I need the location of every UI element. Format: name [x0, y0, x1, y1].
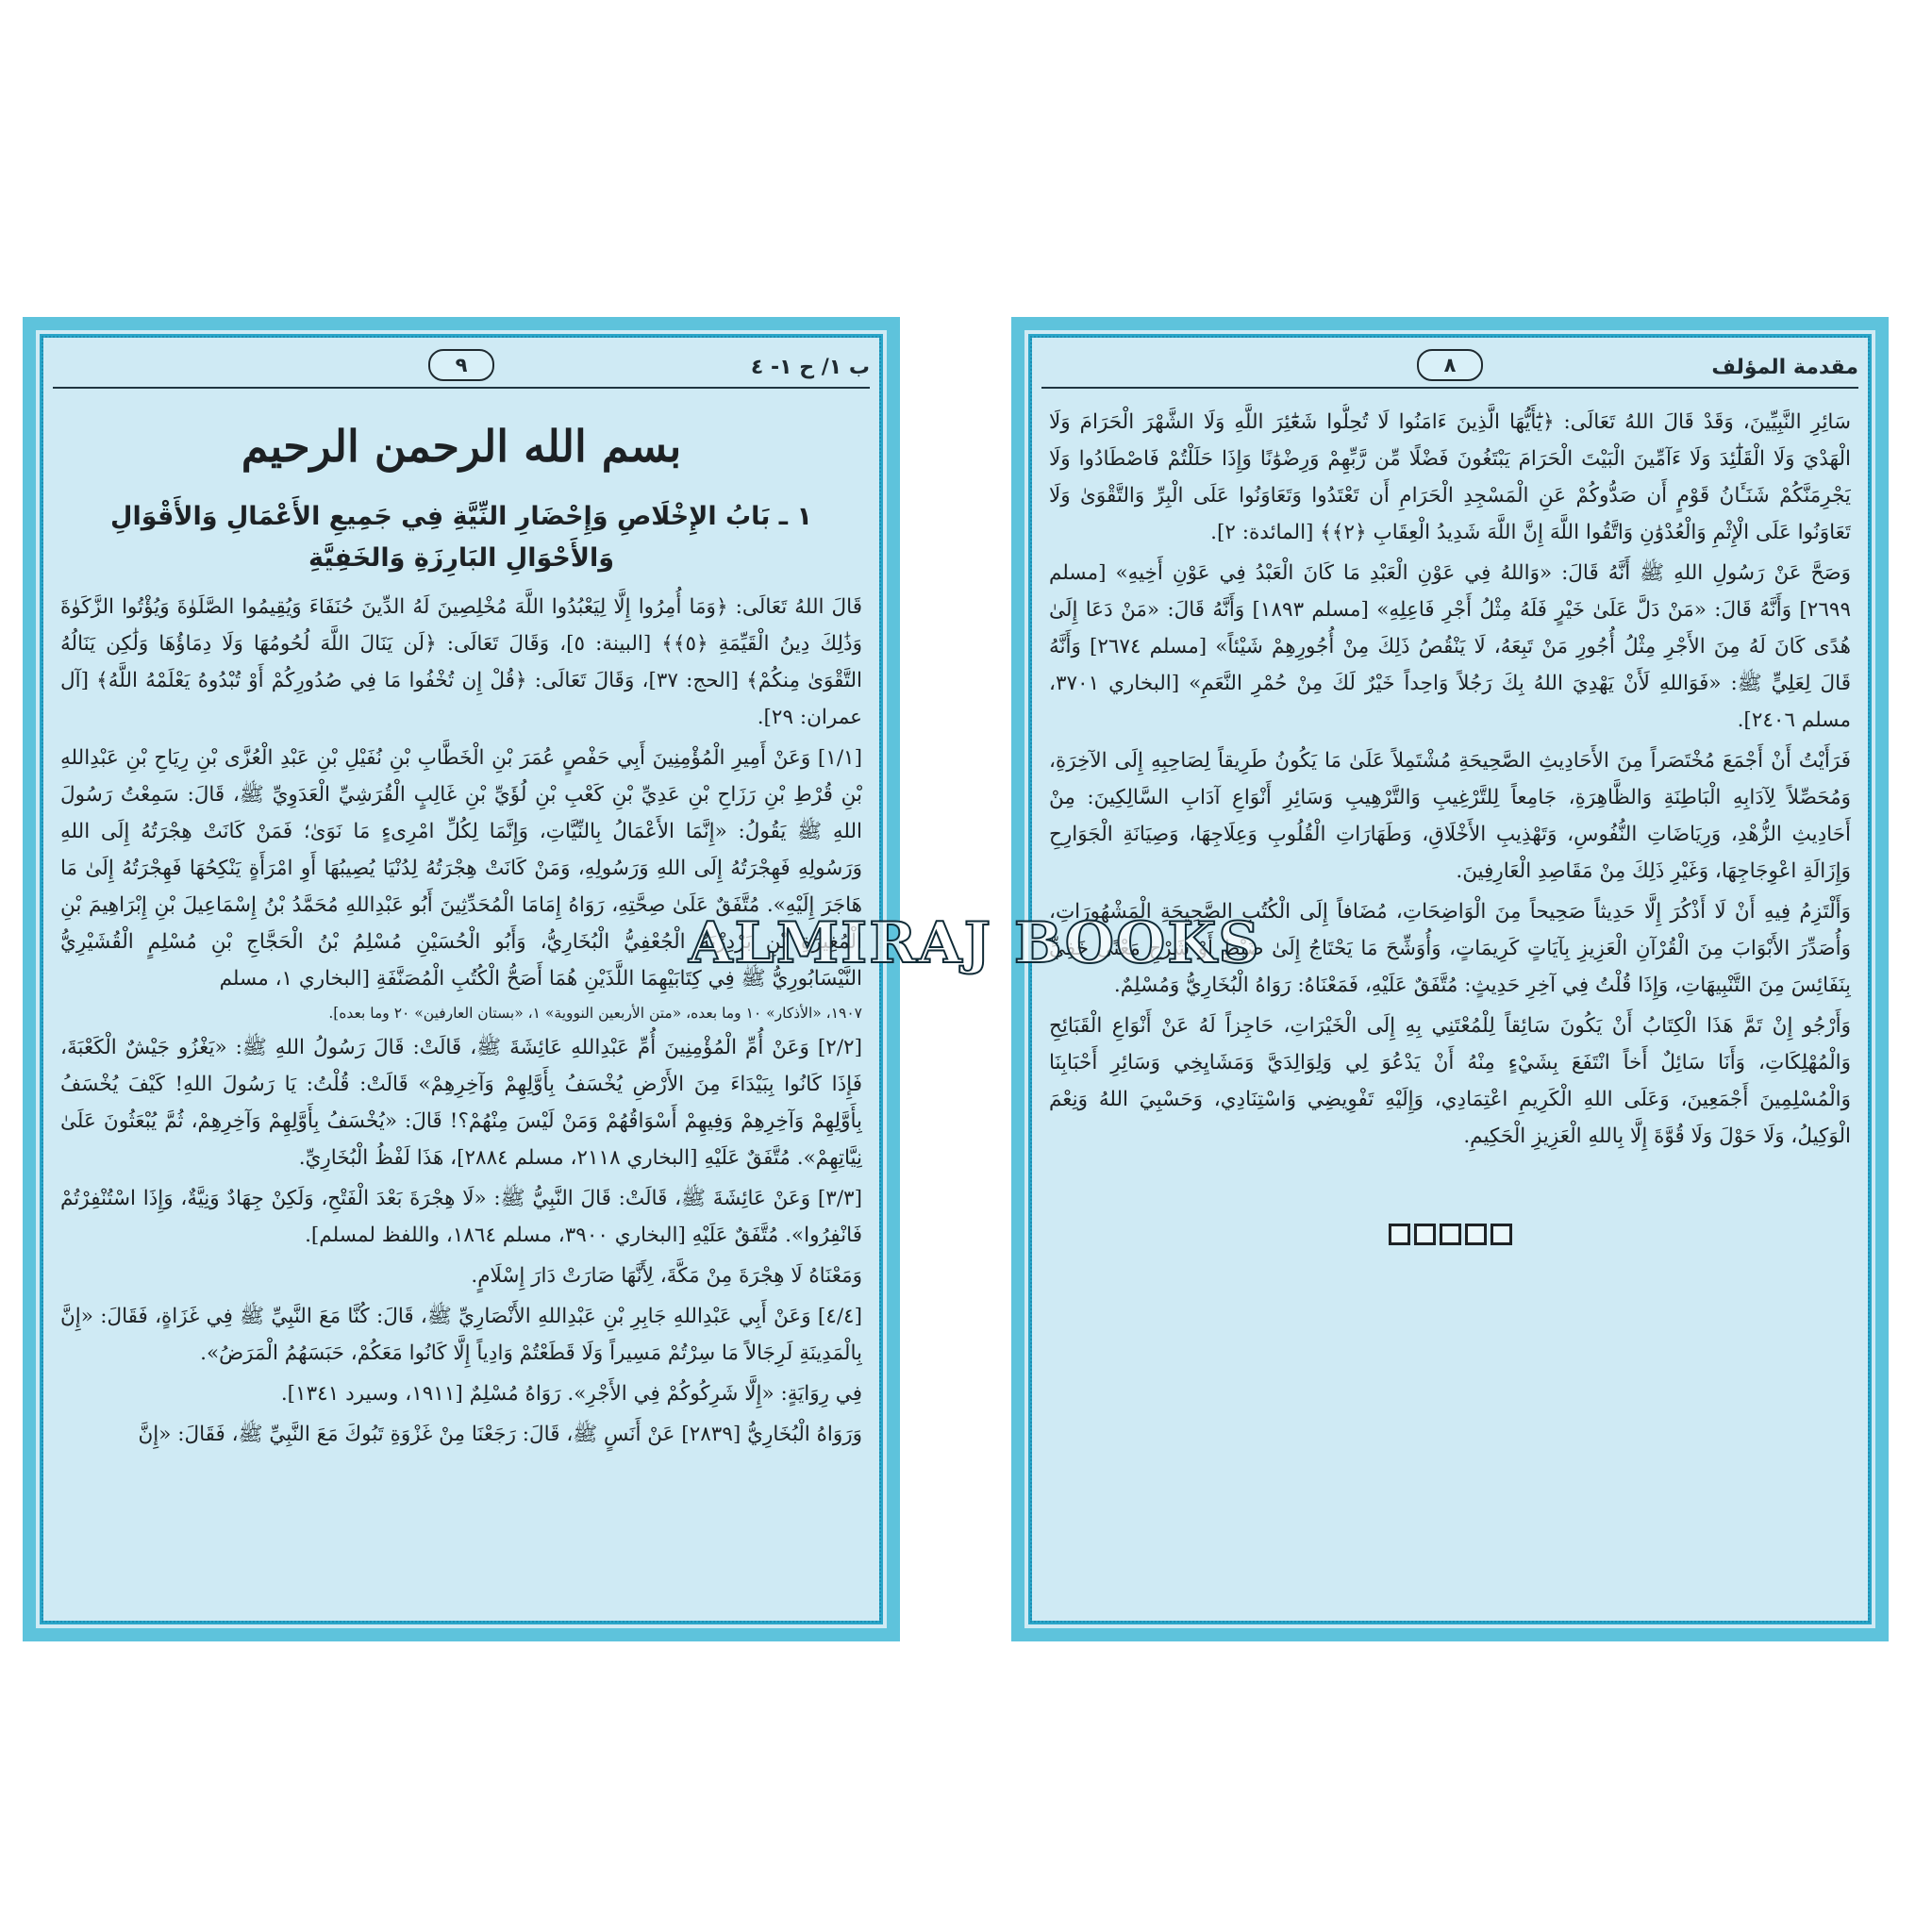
watermark: ALMIRAJ BOOKS	[689, 910, 1261, 976]
section-title: مقدمة المؤلف	[1711, 355, 1858, 379]
book-page-right	[1011, 317, 1889, 1641]
basmala-calligraphy: بسم الله الرحمن الرحيم	[241, 421, 682, 472]
paragraph: وَأَرْجُو إِنْ تَمَّ هَذَا الْكِتَابُ أَنْ يَكُونَ سَائِقاً لِلْمُعْتَنِي بِهِ إِلَى الْخَيْرَاتِ، حَاجِزاً لَهُ عَنْ أَنْوَاعِ الْقَبَائِحِ وَالْمُهْلِكَاتِ، وَأَنَا سَائِلٌ أَخاً انْتَفَعَ بِشَيْءٍ مِنْهُ أَنْ يَدْعُوَ لِي وَلِوَالِدَيَّ وَمَشَايِخِي وَسَائِرِ أَحْبَابِنَا وَالْمُسْلِمِينَ أَجْمَعِينَ، وَعَلَى اللهِ الْكَرِيمِ اعْتِمَادِي، وَإِلَيْهِ تَفْوِيضِي وَاسْتِنَادِي، وَحَسْبِيَ اللهُ وَنِعْمَ الْوَكِيلُ، وَلَا حَوْلَ وَلَا قُوَّةَ إِلَّا بِاللهِ الْعَزِيزِ الْحَكِيمِ.	[1049, 1014, 1851, 1148]
end-square-icon	[1491, 1224, 1512, 1245]
section-reference: ب ١/ ح ١- ٤	[750, 355, 870, 379]
paragraph: وَصَحَّ عَنْ رَسُولِ اللهِ ﷺ أَنَّهُ قَالَ: «وَاللهُ فِي عَوْنِ الْعَبْدِ مَا كَانَ الْعَبْدُ فِي عَوْنِ أَخِيهِ» [مسلم ٢٦٩٩] وَأَنَّهُ قَالَ: «مَنْ دَلَّ عَلَىٰ خَيْرٍ فَلَهُ مِثْلُ أَجْرِ فَاعِلِهِ» [مسلم ١٨٩٣] وَأَنَّهُ قَالَ: «مَنْ دَعَا إِلَىٰ هُدًى كَانَ لَهُ مِنَ الأَجْرِ مِثْلُ أُجُورِ مَنْ تَبِعَهُ، لَا يَنْقُصُ ذَلِكَ مِنْ أُجُورِهِمْ شَيْئاً» [مسلم ٢٦٧٤] وَأَنَّهُ قَالَ لِعَلِيٍّ ﷺ: «فَوَاللهِ لَأَنْ يَهْدِيَ اللهُ بِكَ رَجُلاً وَاحِداً خَيْرٌ لَكَ مِنْ حُمْرِ النَّعَمِ» [البخاري ٣٧٠١، مسلم ٢٤٠٦].	[1049, 561, 1851, 732]
end-square-icon	[1389, 1224, 1410, 1245]
page-number: ٨	[1417, 349, 1483, 381]
chapter-title: ١ ـ بَابُ الإِخْلَاصِ وَإِحْضَارِ النِّيَّةِ فِي جَمِيعِ الأَعْمَالِ وَالأَقْوَالِ وَالأَحْوَالِ البَارِزَةِ وَالخَفِيَّةِ	[110, 502, 812, 573]
paragraph: قَالَ اللهُ تَعَالَى: ﴿وَمَا أُمِرُوا إِلَّا لِيَعْبُدُوا اللَّهَ مُخْلِصِينَ لَهُ الدِّينَ حُنَفَاءَ وَيُقِيمُوا الصَّلَوٰةَ وَيُؤْتُوا الزَّكَوٰةَ وَذَٰلِكَ دِينُ الْقَيِّمَةِ ﴿٥﴾﴾ [البينة: ٥]، وَقَالَ تَعَالَى: ﴿لَن يَنَالَ اللَّهَ لُحُومُهَا وَلَا دِمَاؤُهَا وَلَٰكِن يَنَالُهُ التَّقْوَىٰ مِنكُمْ﴾ [الحج: ٣٧]، وَقَالَ تَعَالَى: ﴿قُلْ إِن تُخْفُوا مَا فِي صُدُورِكُمْ أَوْ تُبْدُوهُ يَعْلَمْهُ اللَّهُ﴾ [آل عمران: ٢٩].	[60, 595, 862, 729]
paragraph: [١/١] وَعَنْ أَمِيرِ الْمُؤْمِنِينَ أَبِي حَفْصٍ عُمَرَ بْنِ الْخَطَّابِ بْنِ نُفَيْلِ بْنِ عَبْدِ الْعُزَّى بْنِ رِيَاحِ بْنِ عَبْدِاللهِ بْنِ قُرْطِ بْنِ رَزَاحِ بْنِ عَدِيِّ بْنِ كَعْبِ بْنِ لُؤَيِّ بْنِ غَالِبٍ الْقُرَشِيِّ الْعَدَوِيِّ ﷺ، قَالَ: سَمِعْتُ رَسُولَ اللهِ ﷺ يَقُولُ: «إِنَّمَا الأَعْمَالُ بِالنِّيَّاتِ، وَإِنَّمَا لِكُلِّ امْرِىءٍ مَا نَوَىٰ؛ فَمَنْ كَانَتْ هِجْرَتُهُ إِلَى اللهِ وَرَسُولِهِ فَهِجْرَتُهُ إِلَى اللهِ وَرَسُولِهِ، وَمَنْ كَانَتْ هِجْرَتُهُ لِدُنْيَا يُصِيبُهَا أَوِ امْرَأَةٍ يَنْكِحُهَا فَهِجْرَتُهُ إِلَىٰ مَا هَاجَرَ إِلَيْهِ». مُتَّفَقٌ عَلَىٰ صِحَّتِهِ، رَوَاهُ إِمَامَا الْمُحَدِّثِينَ أَبُو عَبْدِاللهِ مُحَمَّدُ بْنُ إِسْمَاعِيلَ بْنِ إِبْرَاهِيمَ بْنِ الْمُغِيرَةِ بْنِ بَرْدِزْبَهْ الْجُعْفِيُّ الْبُخَارِيُّ، وَأَبُو الْحُسَيْنِ مُسْلِمُ بْنُ الْحَجَّاجِ بْنِ مُسْلِمٍ الْقُشَيْرِيُّ النَّيْسَابُورِيُّ ﷺ فِي كِتَابَيْهِمَا اللَّذَيْنِ هُمَا أَصَحُّ الْكُتُبِ الْمُصَنَّفَةِ [البخاري ١، مسلم	[60, 746, 862, 991]
reference-note: ١٩٠٧، «الأذكار» ١٠ وما بعده، «متن الأربعين النووية» ١، «بستان العارفين» ٢٠ وما بعده].	[328, 1005, 862, 1022]
paragraph: فَرَأَيْتُ أَنْ أَجْمَعَ مُخْتَصَراً مِنَ الأَحَادِيثِ الصَّحِيحَةِ مُشْتَمِلاً عَلَىٰ مَا يَكُونُ طَرِيقاً لِصَاحِبِهِ إِلَى الآخِرَةِ، وَمُحَصِّلاً لِآدَابِهِ الْبَاطِنَةِ وَالظَّاهِرَةِ، جَامِعاً لِلتَّرْغِيبِ وَالتَّرْهِيبِ وَسَائِرِ أَنْوَاعِ آدَابِ السَّالِكِينَ: مِنْ أَحَادِيثِ الزُّهْدِ، وَرِيَاضَاتِ النُّفُوسِ، وَتَهْذِيبِ الأَخْلَاقِ، وَطَهَارَاتِ الْقُلُوبِ وَعِلَاجِهَا، وَصِيَانَةِ الْجَوَارِحِ وَإِزَالَةِ اعْوِجَاجِهَا، وَغَيْرِ ذَلِكَ مِنْ مَقَاصِدِ الْعَارِفِينَ.	[1049, 749, 1851, 883]
page-header	[53, 347, 870, 389]
page-number: ٩	[428, 349, 494, 381]
page-header	[1041, 347, 1858, 389]
page-body	[60, 404, 862, 1606]
paragraph: فِي رِوَايَةٍ: «إِلَّا شَرِكُوكُمْ فِي الأَجْرِ». رَوَاهُ مُسْلِمٌ [١٩١١، وسيرد ١٣٤١].	[280, 1382, 862, 1406]
paragraph: وَأَلْتَزِمُ فِيهِ أَنْ لَا أَذْكُرَ إِلَّا حَدِيثاً صَحِيحاً مِنَ الْوَاضِحَاتِ، مُضَافاً إِلَى الْكُتُبِ الصَّحِيحَةِ الْمَشْهُورَاتِ، وَأُصَدِّرَ الأَبْوَابَ مِنَ الْقُرْآنِ الْعَزِيزِ بِآيَاتٍ كَرِيمَاتٍ، وَأُوَشِّحَ مَا يَحْتَاجُ إِلَىٰ ضَبْطٍ أَوْ شَرْحِ مَعْنًى خَفِيٍّ بِنَفَائِسَ مِنَ التَّنْبِيهَاتِ، وَإِذَا قُلْتُ فِي آخِرِ حَدِيثٍ: مُتَّفَقٌ عَلَيْهِ، فَمَعْنَاهُ: رَوَاهُ الْبُخَارِيُّ وَمُسْلِمٌ.	[1049, 900, 1851, 997]
page-body	[1049, 404, 1851, 1606]
section-end-marks	[1049, 1221, 1851, 1257]
end-square-icon	[1414, 1224, 1436, 1245]
end-square-icon	[1440, 1224, 1461, 1245]
paragraph: [٣/٣] وَعَنْ عَائِشَةَ ﷺ، قَالَتْ: قَالَ النَّبِيُّ ﷺ: «لَا هِجْرَةَ بَعْدَ الْفَتْحِ، وَلَكِنْ جِهَادٌ وَنِيَّةٌ، وَإِذَا اسْتُنْفِرْتُمْ فَانْفِرُوا». مُتَّفَقٌ عَلَيْهِ [البخاري ٣٩٠٠، مسلم ١٨٦٤، واللفظ لمسلم].	[60, 1187, 862, 1247]
paragraph: [٢/٢] وَعَنْ أُمِّ الْمُؤْمِنِينَ أُمِّ عَبْدِاللهِ عَائِشَةَ ﷺ، قَالَتْ: قَالَ رَسُولُ اللهِ ﷺ: «يَغْزُو جَيْشٌ الْكَعْبَةَ، فَإِذَا كَانُوا بِبَيْدَاءَ مِنَ الأَرْضِ يُخْسَفُ بِأَوَّلِهِمْ وَآخِرِهِمْ» قَالَتْ: قُلْتُ: يَا رَسُولَ اللهِ! كَيْفَ يُخْسَفُ بِأَوَّلِهِمْ وَآخِرِهِمْ وَفِيهِمْ أَسْوَاقُهُمْ وَمَنْ لَيْسَ مِنْهُمْ؟! قَالَ: «يُخْسَفُ بِأَوَّلِهِمْ وَآخِرِهِمْ، ثُمَّ يُبْعَثُونَ عَلَىٰ نِيَّاتِهِمْ». مُتَّفَقٌ عَلَيْهِ [البخاري ٢١١٨، مسلم ٢٨٨٤]، هَذَا لَفْظُ الْبُخَارِيِّ.	[60, 1036, 862, 1170]
end-square-icon	[1465, 1224, 1487, 1245]
paragraph: سَائِرِ النَّبِيِّينَ، وَقَدْ قَالَ اللهُ تَعَالَى: ﴿يَٰٓأَيُّهَا الَّذِينَ ءَامَنُوا لَا تُحِلُّوا شَعَٰٓئِرَ اللَّهِ وَلَا الشَّهْرَ الْحَرَامَ وَلَا الْهَدْيَ وَلَا الْقَلَٰٓئِدَ وَلَا ءَآمِّينَ الْبَيْتَ الْحَرَامَ يَبْتَغُونَ فَضْلًا مِّن رَّبِّهِمْ وَرِضْوَٰنًا وَإِذَا حَلَلْتُمْ فَاصْطَادُوا وَلَا يَجْرِمَنَّكُمْ شَنَـَٔانُ قَوْمٍ أَن صَدُّوكُمْ عَنِ الْمَسْجِدِ الْحَرَامِ أَن تَعْتَدُوا وَتَعَاوَنُوا عَلَى الْبِرِّ وَالتَّقْوَىٰ وَلَا تَعَاوَنُوا عَلَى الْإِثْمِ وَالْعُدْوَٰنِ وَاتَّقُوا اللَّهَ إِنَّ اللَّهَ شَدِيدُ الْعِقَابِ ﴿٢﴾﴾ [المائدة: ٢].	[1049, 410, 1851, 544]
paragraph: وَمَعْنَاهُ لَا هِجْرَةَ مِنْ مَكَّةَ، لِأَنَّهَا صَارَتْ دَارَ إِسْلَامٍ.	[471, 1264, 862, 1288]
paragraph: [٤/٤] وَعَنْ أَبِي عَبْدِاللهِ جَابِرِ بْنِ عَبْدِاللهِ الأَنْصَارِيِّ ﷺ، قَالَ: كُنَّا مَعَ النَّبِيِّ ﷺ فِي غَزَاةٍ، فَقَالَ: «إِنَّ بِالْمَدِينَةِ لَرِجَالاً مَا سِرْتُمْ مَسِيراً وَلَا قَطَعْتُمْ وَادِياً إِلَّا كَانُوا مَعَكُمْ، حَبَسَهُمُ الْمَرَضُ».	[60, 1305, 862, 1365]
book-page-left	[23, 317, 900, 1641]
paragraph: وَرَوَاهُ الْبُخَارِيُّ [٢٨٣٩] عَنْ أَنَسٍ ﷺ، قَالَ: رَجَعْنَا مِنْ غَزْوَةِ تَبُوكَ مَعَ النَّبِيِّ ﷺ، فَقَالَ: «إِنَّ	[138, 1423, 862, 1446]
